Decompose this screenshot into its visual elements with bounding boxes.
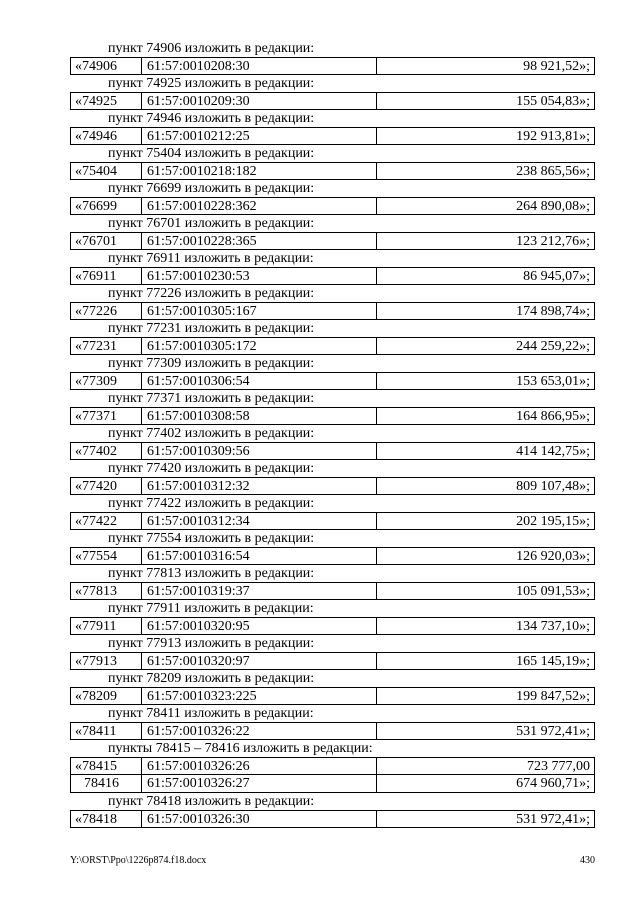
document-body [70, 40, 595, 828]
table-row [70, 232, 595, 250]
section-heading: пункт 77402 изложить в редакции: [108, 426, 315, 441]
cadastral-value: 165 145,19»; [376, 652, 595, 670]
cadastral-value: 723 777,00 [376, 757, 595, 775]
cadastral-value: 174 898,74»; [376, 302, 595, 320]
table-row [70, 197, 595, 215]
table-row [70, 477, 595, 495]
cadastral-value: 414 142,75»; [376, 442, 595, 460]
cadastral-value: 86 945,07»; [376, 267, 595, 285]
cadastral-value: 155 054,83»; [376, 92, 595, 110]
table-row [70, 57, 595, 75]
cadastral-number: 61:57:0010312:34 [141, 512, 376, 530]
item-number: «74906 [70, 57, 141, 75]
cadastral-value: 98 921,52»; [376, 57, 595, 75]
cadastral-value: 164 866,95»; [376, 407, 595, 425]
table-row [70, 722, 595, 740]
cadastral-number: 61:57:0010319:37 [141, 582, 376, 600]
table-row [70, 442, 595, 460]
cadastral-number: 61:57:0010306:54 [141, 372, 376, 390]
table-row [70, 302, 595, 320]
cadastral-value: 531 972,41»; [376, 810, 595, 828]
cadastral-number: 61:57:0010209:30 [141, 92, 376, 110]
page-footer [70, 855, 595, 867]
item-number: «77422 [70, 512, 141, 530]
cadastral-value: 153 653,01»; [376, 372, 595, 390]
table-row [70, 372, 595, 390]
cadastral-number: 61:57:0010316:54 [141, 547, 376, 565]
cadastral-value: 264 890,08»; [376, 197, 595, 215]
item-number: «77402 [70, 442, 141, 460]
item-number: «76911 [70, 267, 141, 285]
item-number: «78209 [70, 687, 141, 705]
section-heading: пункт 77309 изложить в редакции: [108, 356, 315, 371]
table-row [70, 582, 595, 600]
cadastral-number: 61:57:0010312:32 [141, 477, 376, 495]
section-heading: пункт 76701 изложить в редакции: [108, 216, 315, 231]
item-number: «77371 [70, 407, 141, 425]
item-number: «77309 [70, 372, 141, 390]
cadastral-value: 123 212,76»; [376, 232, 595, 250]
section-heading: пункт 78418 изложить в редакции: [108, 794, 315, 809]
table-row [70, 547, 595, 565]
section-heading: пункт 77422 изложить в редакции: [108, 496, 315, 511]
cadastral-value: 105 091,53»; [376, 582, 595, 600]
footer-page-number: 430 [580, 855, 595, 866]
item-number: «77913 [70, 652, 141, 670]
cadastral-value: 199 847,52»; [376, 687, 595, 705]
section-heading: пункт 77813 изложить в редакции: [108, 566, 315, 581]
item-number: «78415 [70, 757, 141, 775]
cadastral-value: 531 972,41»; [376, 722, 595, 740]
section-heading: пункт 78411 изложить в редакции: [108, 706, 314, 721]
item-number: 78416 [70, 775, 141, 793]
section-heading: пункт 77420 изложить в редакции: [108, 461, 315, 476]
table-row [70, 757, 595, 775]
section-heading: пункт 77913 изложить в редакции: [108, 636, 315, 651]
item-number: «77911 [70, 617, 141, 635]
cadastral-number: 61:57:0010305:172 [141, 337, 376, 355]
item-number: «76701 [70, 232, 141, 250]
table-row [70, 407, 595, 425]
section-heading: пункты 78415 – 78416 изложить в редакции: [108, 741, 373, 756]
cadastral-number: 61:57:0010326:22 [141, 722, 376, 740]
cadastral-number: 61:57:0010305:167 [141, 302, 376, 320]
section-heading: пункт 74925 изложить в редакции: [108, 76, 315, 91]
section-heading: пункт 77371 изложить в редакции: [108, 391, 315, 406]
cadastral-number: 61:57:0010326:26 [141, 757, 376, 775]
item-number: «78411 [70, 722, 141, 740]
item-number: «74925 [70, 92, 141, 110]
footer-file-path: Y:\ORST\Ppo\1226p874.f18.docx [70, 855, 207, 866]
section-heading: пункт 77226 изложить в редакции: [108, 286, 315, 301]
cadastral-number: 61:57:0010230:53 [141, 267, 376, 285]
cadastral-value: 202 195,15»; [376, 512, 595, 530]
cadastral-number: 61:57:0010228:362 [141, 197, 376, 215]
cadastral-value: 809 107,48»; [376, 477, 595, 495]
table-row [70, 687, 595, 705]
cadastral-number: 61:57:0010208:30 [141, 57, 376, 75]
cadastral-value: 244 259,22»; [376, 337, 595, 355]
table-row [70, 267, 595, 285]
table-row [70, 92, 595, 110]
section-heading: пункт 75404 изложить в редакции: [108, 146, 315, 161]
cadastral-number: 61:57:0010212:25 [141, 127, 376, 145]
cadastral-value: 674 960,71»; [376, 775, 595, 793]
table-row [70, 162, 595, 180]
cadastral-number: 61:57:0010320:97 [141, 652, 376, 670]
cadastral-number: 61:57:0010218:182 [141, 162, 376, 180]
item-number: «74946 [70, 127, 141, 145]
cadastral-value: 238 865,56»; [376, 162, 595, 180]
table-row [70, 127, 595, 145]
section-heading: пункт 77231 изложить в редакции: [108, 321, 315, 336]
cadastral-value: 134 737,10»; [376, 617, 595, 635]
section-heading: пункт 77911 изложить в редакции: [108, 601, 314, 616]
cadastral-number: 61:57:0010326:30 [141, 810, 376, 828]
item-number: «77231 [70, 337, 141, 355]
cadastral-number: 61:57:0010323:225 [141, 687, 376, 705]
item-number: «77420 [70, 477, 141, 495]
table-row [70, 652, 595, 670]
cadastral-number: 61:57:0010326:27 [141, 775, 376, 793]
cadastral-number: 61:57:0010228:365 [141, 232, 376, 250]
cadastral-number: 61:57:0010308:58 [141, 407, 376, 425]
cadastral-number: 61:57:0010309:56 [141, 442, 376, 460]
section-heading: пункт 74906 изложить в редакции: [108, 41, 315, 56]
item-number: «78418 [70, 810, 141, 828]
section-heading: пункт 77554 изложить в редакции: [108, 531, 315, 546]
cadastral-value: 126 920,03»; [376, 547, 595, 565]
section-heading: пункт 76911 изложить в редакции: [108, 251, 314, 266]
item-number: «77813 [70, 582, 141, 600]
table-row [70, 810, 595, 828]
section-heading: пункт 76699 изложить в редакции: [108, 181, 315, 196]
section-heading: пункт 74946 изложить в редакции: [108, 111, 315, 126]
item-number: «76699 [70, 197, 141, 215]
table-row [70, 617, 595, 635]
table-row [70, 337, 595, 355]
cadastral-number: 61:57:0010320:95 [141, 617, 376, 635]
item-number: «77554 [70, 547, 141, 565]
section-heading: пункт 78209 изложить в редакции: [108, 671, 315, 686]
item-number: «77226 [70, 302, 141, 320]
table-row [70, 512, 595, 530]
cadastral-value: 192 913,81»; [376, 127, 595, 145]
table-row [70, 775, 595, 793]
item-number: «75404 [70, 162, 141, 180]
